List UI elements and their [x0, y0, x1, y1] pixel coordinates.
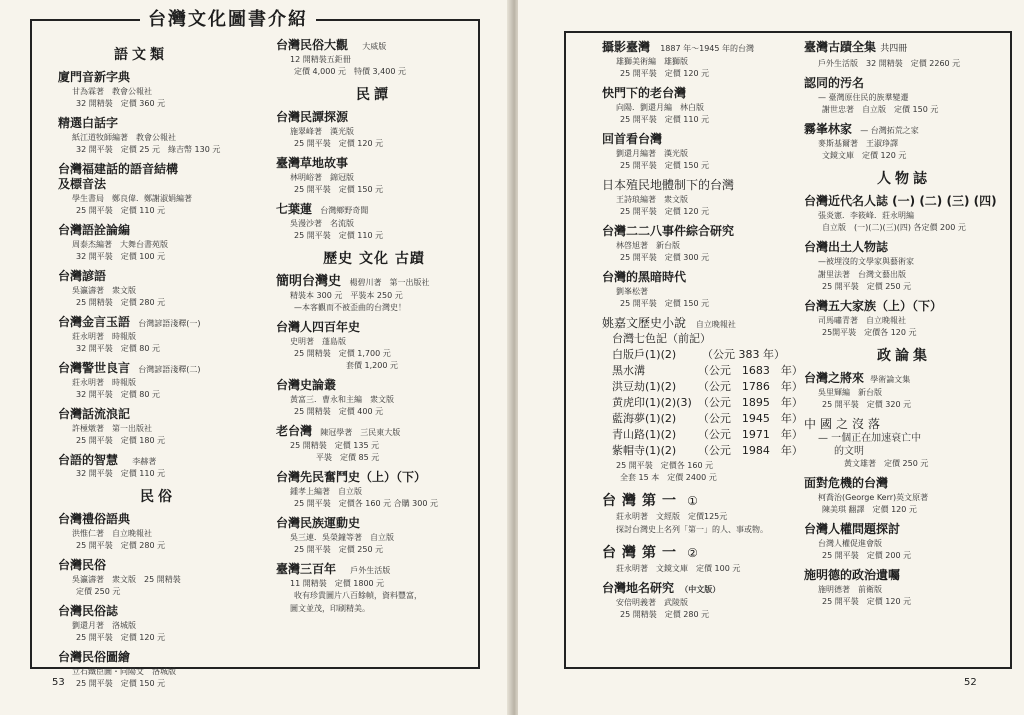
book-publisher: 戶外生活版 [350, 566, 391, 575]
book-entry [58, 558, 258, 598]
section-biography: 人物誌 [877, 171, 931, 187]
book-price: 陳美琪 翻譯 定價 120 元 [822, 505, 917, 514]
book-entry [804, 40, 1004, 70]
book-author: 陳冠學著 三民東大版 [320, 428, 401, 437]
book-title-line2: 及標音法 [58, 177, 107, 191]
book-title: 台灣福建話的語音結構 [58, 162, 179, 176]
book-entry [58, 70, 258, 110]
book-price: 25 開平裝 定價 120 元 [294, 139, 384, 148]
book-title: 台灣出土人物誌 [804, 240, 889, 254]
book-title: 老台灣 [276, 424, 313, 438]
book-note: 收有珍貴圖片八百餘幀，資料豐富， [294, 591, 422, 600]
book-publisher: 大威版 [362, 42, 387, 51]
book-entry [276, 274, 472, 314]
book-author: 莊永明著 時報版 [72, 332, 136, 341]
book-title: 台灣第一 [602, 545, 682, 561]
book-title: 精選白話字 [58, 116, 119, 130]
book-author: 史明著 蓬島版 [290, 337, 346, 346]
book-price-set: 全套 15 本 定價 2400 元 [620, 473, 717, 482]
volume-year: （公元 1945 年） [697, 412, 803, 425]
book-author: 周泰杰編著 大舞台書苑版 [72, 240, 168, 249]
book-title: 台灣地名研究 [602, 581, 675, 595]
book-title: 台灣禮俗語典 [58, 512, 131, 526]
book-entry [58, 407, 258, 447]
book-author: 甘為霖著 教會公報社 [72, 87, 152, 96]
book-entry [58, 453, 258, 480]
volume-year: （公元 1895 年） [697, 396, 803, 409]
book-title: 日本殖民地體制下的台灣 [602, 178, 735, 192]
book-entry [58, 116, 258, 156]
book-price: 25 開平裝 定價 110 元 [76, 206, 166, 215]
book-subtitle: 台灣諺語淺釋(二) [138, 365, 201, 374]
book-title: 台灣民族運動史 [276, 516, 361, 530]
volume-number: ② [687, 546, 698, 560]
section-folktales: 民譚 [356, 87, 392, 103]
book-title: 快門下的老台灣 [602, 86, 687, 100]
book-author: 王詩琅編著 衆文版 [616, 195, 688, 204]
right-column-1 [602, 40, 803, 627]
book-title: 回首看台灣 [602, 132, 663, 146]
book-author: 洪惟仁著 自立晚報社 [72, 529, 152, 538]
book-author: 莊永明著 文經版 定價125元 [616, 512, 728, 521]
book-title: 面對危機的台灣 [804, 476, 889, 490]
book-price: 32 開平裝 定價 25 元 綠吉幣 130 元 [76, 145, 221, 154]
book-title: 臺灣草地故事 [276, 156, 349, 170]
volume-year: （公元 1786 年） [697, 380, 803, 393]
book-title: 台灣警世良言 [58, 361, 131, 375]
book-price: 25 開精裝 定價 280 元 [620, 610, 710, 619]
book-author: 鍾孝上編著 自立版 [290, 487, 362, 496]
book-price: 25 開平裝 定價 120 元 [822, 597, 912, 606]
book-price-set: 套價 1,200 元 [346, 361, 398, 370]
book-entry [276, 202, 472, 242]
book-entry [58, 512, 258, 552]
book-entry [276, 378, 472, 418]
book-author: 立石鐵臣圖・向陽文 洛城版 [72, 667, 176, 676]
volume-row [602, 379, 803, 395]
book-price: 25 開平裝 定價 280 元 [76, 541, 166, 550]
book-title: 攝影臺灣 [602, 40, 651, 54]
book-price: 32 開精裝 定價 360 元 [76, 99, 166, 108]
book-price: 25 開平裝 定價 180 元 [76, 436, 166, 445]
book-price: 32 開平裝 定價 110 元 [76, 469, 166, 478]
book-entry [602, 270, 798, 310]
book-price-paperback: 平裝 定價 85 元 [316, 453, 380, 462]
book-entry [602, 542, 798, 575]
right-page [518, 0, 1024, 715]
book-entry [804, 476, 1004, 516]
book-entry [276, 562, 472, 615]
book-edition: （中文版） [680, 585, 721, 594]
book-format: 12 開精裝五鉅冊 [290, 55, 351, 64]
section-folklore: 民俗 [140, 489, 176, 505]
book-subtitle: 1887 年～1945 年的台灣 [660, 44, 755, 53]
book-title: 臺灣三百年 [276, 562, 337, 576]
book-author: 張炎憲．李筱峰．莊永明編 [818, 211, 914, 220]
book-author: 吳瀛濤著 衆文版 [72, 286, 136, 295]
catalog-title: 台灣文化圖書介紹 [140, 5, 316, 31]
book-price: 25 開精裝 定價 1,700 元 [294, 349, 391, 358]
book-entry [276, 320, 472, 372]
volume-year: （公元 1984 年） [697, 444, 803, 457]
volume-year: （公元 1683 年） [697, 364, 803, 377]
book-entry [602, 132, 798, 172]
book-entry [804, 417, 1004, 470]
book-entry [804, 76, 1004, 116]
book-title: 台灣民俗大觀 [276, 38, 349, 52]
series-title: 台灣七色記（前記） [612, 332, 711, 345]
book-title: 台灣民譚探源 [276, 110, 349, 124]
book-entry [276, 516, 472, 556]
book-title: 台灣人權問題探討 [804, 522, 901, 536]
book-price: 25 開平裝 定價各 160 元 [616, 461, 714, 470]
book-author: 向陽．劉還月編 林白版 [616, 103, 704, 112]
book-entry [804, 371, 1004, 411]
book-price: 文鏡文庫 定價 120 元 [822, 151, 907, 160]
book-author: 吳瀛濤著 衆文版 25 開精裝 [72, 575, 181, 584]
section-language: 語文類 [114, 47, 168, 63]
book-entry [58, 315, 258, 355]
book-entry [276, 110, 472, 150]
book-title: 台灣第一 [602, 493, 682, 509]
book-entry [58, 361, 258, 401]
book-author: 莊永明著 時報版 [72, 378, 136, 387]
book-author: 楊碧川著 第一出版社 [349, 278, 430, 287]
section-politics: 政論集 [877, 348, 931, 364]
book-title: 簡明台灣史 [276, 274, 342, 289]
book-subtitle: 台灣鄉野奇聞 [320, 206, 369, 215]
book-price: 25 開平裝 定價 120 元 [620, 207, 710, 216]
volume-row [602, 427, 803, 443]
book-price: 25 開平裝 定價 150 元 [294, 185, 384, 194]
book-author: 劉峯松著 [616, 287, 648, 296]
book-subtitle: — 台灣拓荒之家 [860, 126, 919, 135]
book-entry [602, 40, 798, 80]
book-entry [276, 470, 472, 510]
volume-row [602, 443, 803, 459]
book-title: 台灣的黑暗時代 [602, 270, 687, 284]
book-title: 臺灣古蹟全集 [804, 40, 877, 54]
book-title: 廈門音新字典 [58, 70, 131, 84]
left-column-2 [276, 38, 472, 621]
book-author: 黃富三．曹永和主編 衆文版 [290, 395, 394, 404]
book-price: 25 開平裝 定價 120 元 [76, 633, 166, 642]
book-title: 七葉蓮 [276, 202, 313, 216]
book-note: —本客觀而不被歪曲的台灣史！ [294, 303, 406, 312]
book-entry [602, 86, 798, 126]
volume-title: 黄虎印(1)(2)(3) [612, 396, 692, 409]
book-subtitle: 台灣諺語淺釋(一) [138, 319, 201, 328]
book-entry [602, 316, 803, 484]
book-title: 台灣先民奮鬥史（上）（下） [276, 470, 427, 484]
book-price: 25 開平裝 定價各 160 元 合購 300 元 [294, 499, 438, 508]
book-price: 25 開平裝 定價 150 元 [620, 161, 710, 170]
book-author: 劉還月著 洛城版 [72, 621, 136, 630]
book-title: 施明德的政治遺囑 [804, 568, 901, 582]
volume-title: 紫帽寺(1)(2) [612, 444, 677, 457]
book-price: 定價 4,000 元 特價 3,400 元 [294, 67, 406, 76]
book-entry [602, 581, 798, 621]
book-author: 吳三連．吳榮鐘等著 自立版 [290, 533, 394, 542]
book-price: 25 開精裝 定價 280 元 [76, 298, 166, 307]
book-author: 施明德著 前衛版 [818, 585, 882, 594]
book-price: 32 開平裝 定價 80 元 [76, 390, 160, 399]
book-entry [602, 490, 798, 536]
book-title: 台灣人四百年史 [276, 320, 361, 334]
page-number: 53 [52, 677, 65, 688]
book-price: 25 開精裝 定價 135 元 [290, 441, 380, 450]
book-price: 25 開平裝 定價 250 元 [822, 282, 912, 291]
book-publisher: 自立晚報社 [695, 320, 736, 329]
book-publisher: 台灣人權促進會版 [818, 539, 882, 548]
book-entry [58, 223, 258, 263]
book-entry [602, 224, 798, 264]
book-title: 台灣民俗 [58, 558, 107, 572]
volume-title: 青山路(1)(2) [612, 428, 677, 441]
volume-year: （公元 383 年） [702, 348, 785, 361]
book-price: 32 開平裝 定價 80 元 [76, 344, 160, 353]
page-number: 52 [964, 677, 977, 688]
book-title: 台語的智慧 [58, 453, 119, 467]
book-author: 林啓旭著 新台版 [616, 241, 680, 250]
book-price: 定價 250 元 [76, 587, 121, 596]
book-entry [276, 156, 472, 196]
book-title: 認同的汚名 [804, 76, 865, 90]
book-price: 黃文雄著 定價 250 元 [844, 459, 929, 468]
book-author: 吳漫沙著 名流版 [290, 219, 354, 228]
book-entry [58, 269, 258, 309]
book-title: 台灣語詮論編 [58, 223, 131, 237]
book-price: 25 開精裝 定價 400 元 [294, 407, 384, 416]
volume-year: （公元 1971 年） [697, 428, 803, 441]
book-title: 霧峯林家 [804, 122, 853, 136]
book-subtitle: — 臺灣原住民的族羣變遷 [818, 93, 909, 102]
volume-row [602, 363, 803, 379]
left-column-1 [58, 40, 258, 696]
volume-title: 黑水溝 [612, 364, 645, 377]
book-author: 柯喬治(George Kerr)英文原著 [818, 493, 929, 502]
book-price: 自立版 (一)(二)(三)(四) 各定價 200 元 [822, 223, 966, 232]
volume-list [602, 347, 803, 459]
book-author: 莊永明著 文鏡文庫 定價 100 元 [616, 564, 741, 573]
volume-number: ① [687, 494, 698, 508]
book-author: 安倍明義著 武陵版 [616, 598, 688, 607]
volume-title: 洪豆劫(1)(2) [612, 380, 677, 393]
book-entry [58, 162, 258, 217]
book-title: 台灣金言玉語 [58, 315, 131, 329]
book-price: 25 開平裝 定價 150 元 [76, 679, 166, 688]
book-entry [58, 604, 258, 644]
book-title: 台灣二二八事件綜合研究 [602, 224, 735, 238]
book-author: 吳里輝編 新台版 [818, 388, 882, 397]
book-title: 台灣近代名人誌 (一) (二) (三) (四) [804, 194, 997, 208]
book-author: 李赫著 [132, 457, 157, 466]
book-note-2: 圖文並茂，印刷精美。 [290, 604, 370, 613]
volume-title: 藍海夢(1)(2) [612, 412, 677, 425]
book-author: 劉還月編著 漢光版 [616, 149, 688, 158]
book-title: 台灣之將來 [804, 371, 865, 385]
book-author: 學生書局 鄭良偉．鄭謝淑娟編著 [72, 194, 192, 203]
book-price: 25 開平裝 定價 150 元 [620, 299, 710, 308]
book-price: 11 開精裝 定價 1800 元 [290, 579, 385, 588]
book-title: 台灣諺語 [58, 269, 107, 283]
book-price: 25 開平裝 定價 250 元 [294, 545, 384, 554]
right-column-2 [804, 40, 1004, 614]
book-title: 台灣史論叢 [276, 378, 337, 392]
book-title: 姚嘉文歷史小說 [602, 316, 687, 330]
book-author: 雄獅美術編 雄獅版 [616, 57, 688, 66]
book-title: 台灣五大家族（上）（下） [804, 299, 943, 313]
book-entry [804, 194, 1004, 234]
section-history: 歷史 文化 古蹟 [323, 251, 425, 267]
book-entry [804, 522, 1004, 562]
book-entry [804, 240, 1004, 293]
book-price: 25開平裝 定價各 120 元 [822, 328, 917, 337]
book-subtitle: — 一個正在加速衰亡中 [818, 433, 922, 444]
book-volumes: 共四冊 [880, 44, 908, 54]
book-entry [276, 424, 472, 464]
book-price: 25 開平裝 定價 200 元 [822, 551, 912, 560]
book-entry [276, 38, 472, 78]
book-author: 麥斯基爾著 王淑琤譯 [818, 139, 898, 148]
book-entry [804, 299, 1004, 339]
book-title: 台灣民俗誌 [58, 604, 119, 618]
book-subtitle-2: 的文明 [834, 446, 864, 457]
book-price: 25 開平裝 定價 110 元 [294, 231, 384, 240]
book-price: 25 開平裝 定價 320 元 [822, 400, 912, 409]
book-entry [58, 650, 258, 690]
book-price: 25 開平裝 定價 300 元 [620, 253, 710, 262]
book-author: 紙江道牧師編著 教會公報社 [72, 133, 176, 142]
book-entry [804, 122, 1004, 162]
book-author: 施翠峰著 漢光版 [290, 127, 354, 136]
book-price: 25 開平裝 定價 120 元 [620, 69, 710, 78]
book-price: 戶外生活版 32 開精裝 定價 2260 元 [818, 59, 961, 68]
book-price: 謝世忠著 自立版 定價 150 元 [822, 105, 939, 114]
book-author: 許極燉著 第一出版社 [72, 424, 152, 433]
book-author: 司馬嘯青著 自立晚報社 [818, 316, 906, 325]
book-price: 精裝本 300 元 平裝本 250 元 [290, 291, 403, 300]
book-entry [804, 568, 1004, 608]
volume-title: 白版戶(1)(2) [612, 348, 677, 361]
book-subtitle: —被埋沒的文學家與藝術家 [818, 257, 914, 266]
book-title: 台灣話流浪記 [58, 407, 131, 421]
book-price: 25 開平裝 定價 110 元 [620, 115, 710, 124]
volume-row [602, 347, 798, 363]
book-price: 32 開平裝 定價 100 元 [76, 252, 166, 261]
book-author: 謝里法著 台灣文藝出版 [818, 270, 906, 279]
book-title: 中國之沒落 [804, 417, 885, 431]
book-note: 探討台灣史上名列「第一」的人、事或物。 [616, 525, 768, 534]
book-subtitle: 學術論文集 [870, 375, 911, 384]
volume-row [602, 411, 803, 427]
book-entry [602, 178, 798, 218]
volume-row [602, 395, 803, 411]
book-author: 林明峪著 錦冠版 [290, 173, 354, 182]
book-title: 台灣民俗圖繪 [58, 650, 131, 664]
